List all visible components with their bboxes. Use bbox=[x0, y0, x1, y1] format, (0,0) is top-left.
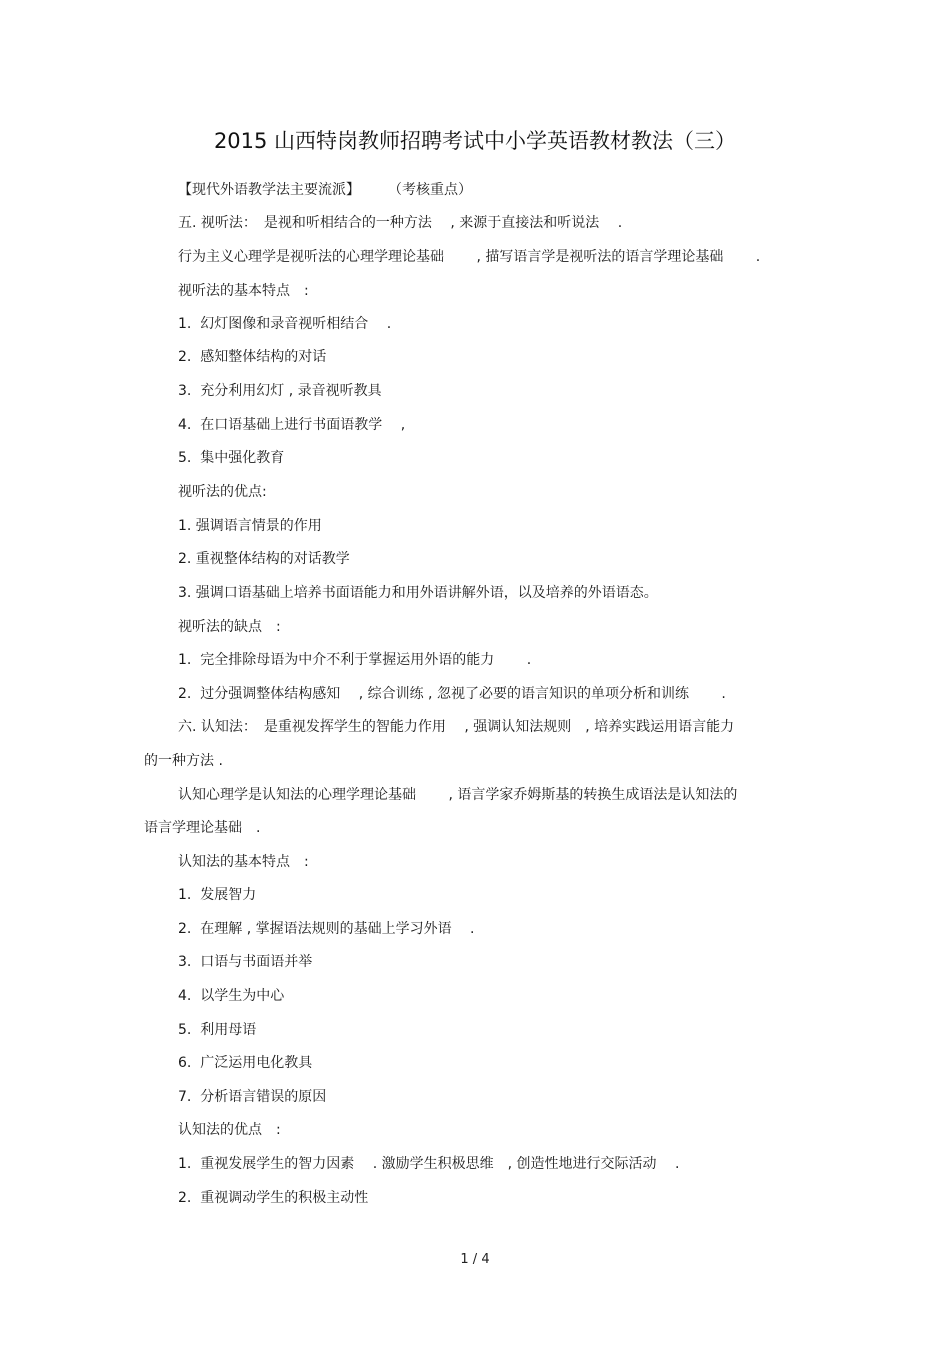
paragraph-line: 五. 视听法： 是视和听相结合的一种方法 , 来源于直接法和听说法 . bbox=[178, 215, 623, 231]
list-item: 6. 广泛运用电化教具 bbox=[178, 1055, 313, 1071]
paragraph-line: 六. 认知法： 是重视发挥学生的智能力作用 , 强调认知法规则 , 培养实践运用语言能力 bbox=[178, 719, 735, 735]
section-heading: 【现代外语教学法主要流派】 （考核重点） bbox=[178, 182, 472, 198]
subheading: 视听法的优点: bbox=[178, 484, 267, 500]
list-item: 4. 以学生为中心 bbox=[178, 988, 285, 1004]
paragraph-line: 行为主义心理学是视听法的心理学理论基础 , 描写语言学是视听法的语言学理论基础 . bbox=[178, 249, 761, 265]
subheading: 视听法的缺点 : bbox=[178, 619, 281, 635]
subheading: 认知法的优点 : bbox=[178, 1122, 281, 1138]
list-item: 4. 在口语基础上进行书面语教学 , bbox=[178, 417, 406, 433]
list-item: 2. 重视调动学生的积极主动性 bbox=[178, 1190, 369, 1206]
list-item: 1. 重视发展学生的智力因素 . 激励学生积极思维 , 创造性地进行交际活动 . bbox=[178, 1156, 680, 1172]
list-item: 1. 完全排除母语为中介不利于掌握运用外语的能力 . bbox=[178, 652, 532, 668]
list-item: 7. 分析语言错误的原因 bbox=[178, 1089, 327, 1105]
list-item: 1. 强调语言情景的作用 bbox=[178, 518, 322, 534]
page-title: 2015 山西特岗教师招聘考试中小学英语教材教法（三） bbox=[213, 129, 737, 153]
list-item: 3. 充分利用幻灯 , 录音视听教具 bbox=[178, 383, 382, 399]
list-item: 2. 重视整体结构的对话教学 bbox=[178, 551, 350, 567]
subheading: 视听法的基本特点 : bbox=[178, 283, 309, 299]
list-item: 5. 利用母语 bbox=[178, 1022, 257, 1038]
page-number: 1 / 4 bbox=[460, 1252, 490, 1267]
list-item: 2. 过分强调整体结构感知 , 综合训练 , 忽视了必要的语言知识的单项分析和训练 . bbox=[178, 686, 726, 702]
list-item: 2. 感知整体结构的对话 bbox=[178, 349, 327, 365]
paragraph-line: 认知心理学是认知法的心理学理论基础 , 语言学家乔姆斯基的转换生成语法是认知法的 bbox=[178, 787, 738, 803]
list-item: 3. 强调口语基础上培养书面语能力和用外语讲解外语，以及培养的外语语态。 bbox=[178, 585, 658, 601]
paragraph-line: 的一种方法 . bbox=[144, 753, 223, 769]
list-item: 3. 口语与书面语并举 bbox=[178, 954, 313, 970]
paragraph-line: 语言学理论基础 . bbox=[144, 820, 261, 836]
list-item: 1. 发展智力 bbox=[178, 887, 257, 903]
list-item: 2. 在理解 , 掌握语法规则的基础上学习外语 . bbox=[178, 921, 475, 937]
subheading: 认知法的基本特点 : bbox=[178, 854, 309, 870]
list-item: 1. 幻灯图像和录音视听相结合 . bbox=[178, 316, 392, 332]
list-item: 5. 集中强化教育 bbox=[178, 450, 285, 466]
